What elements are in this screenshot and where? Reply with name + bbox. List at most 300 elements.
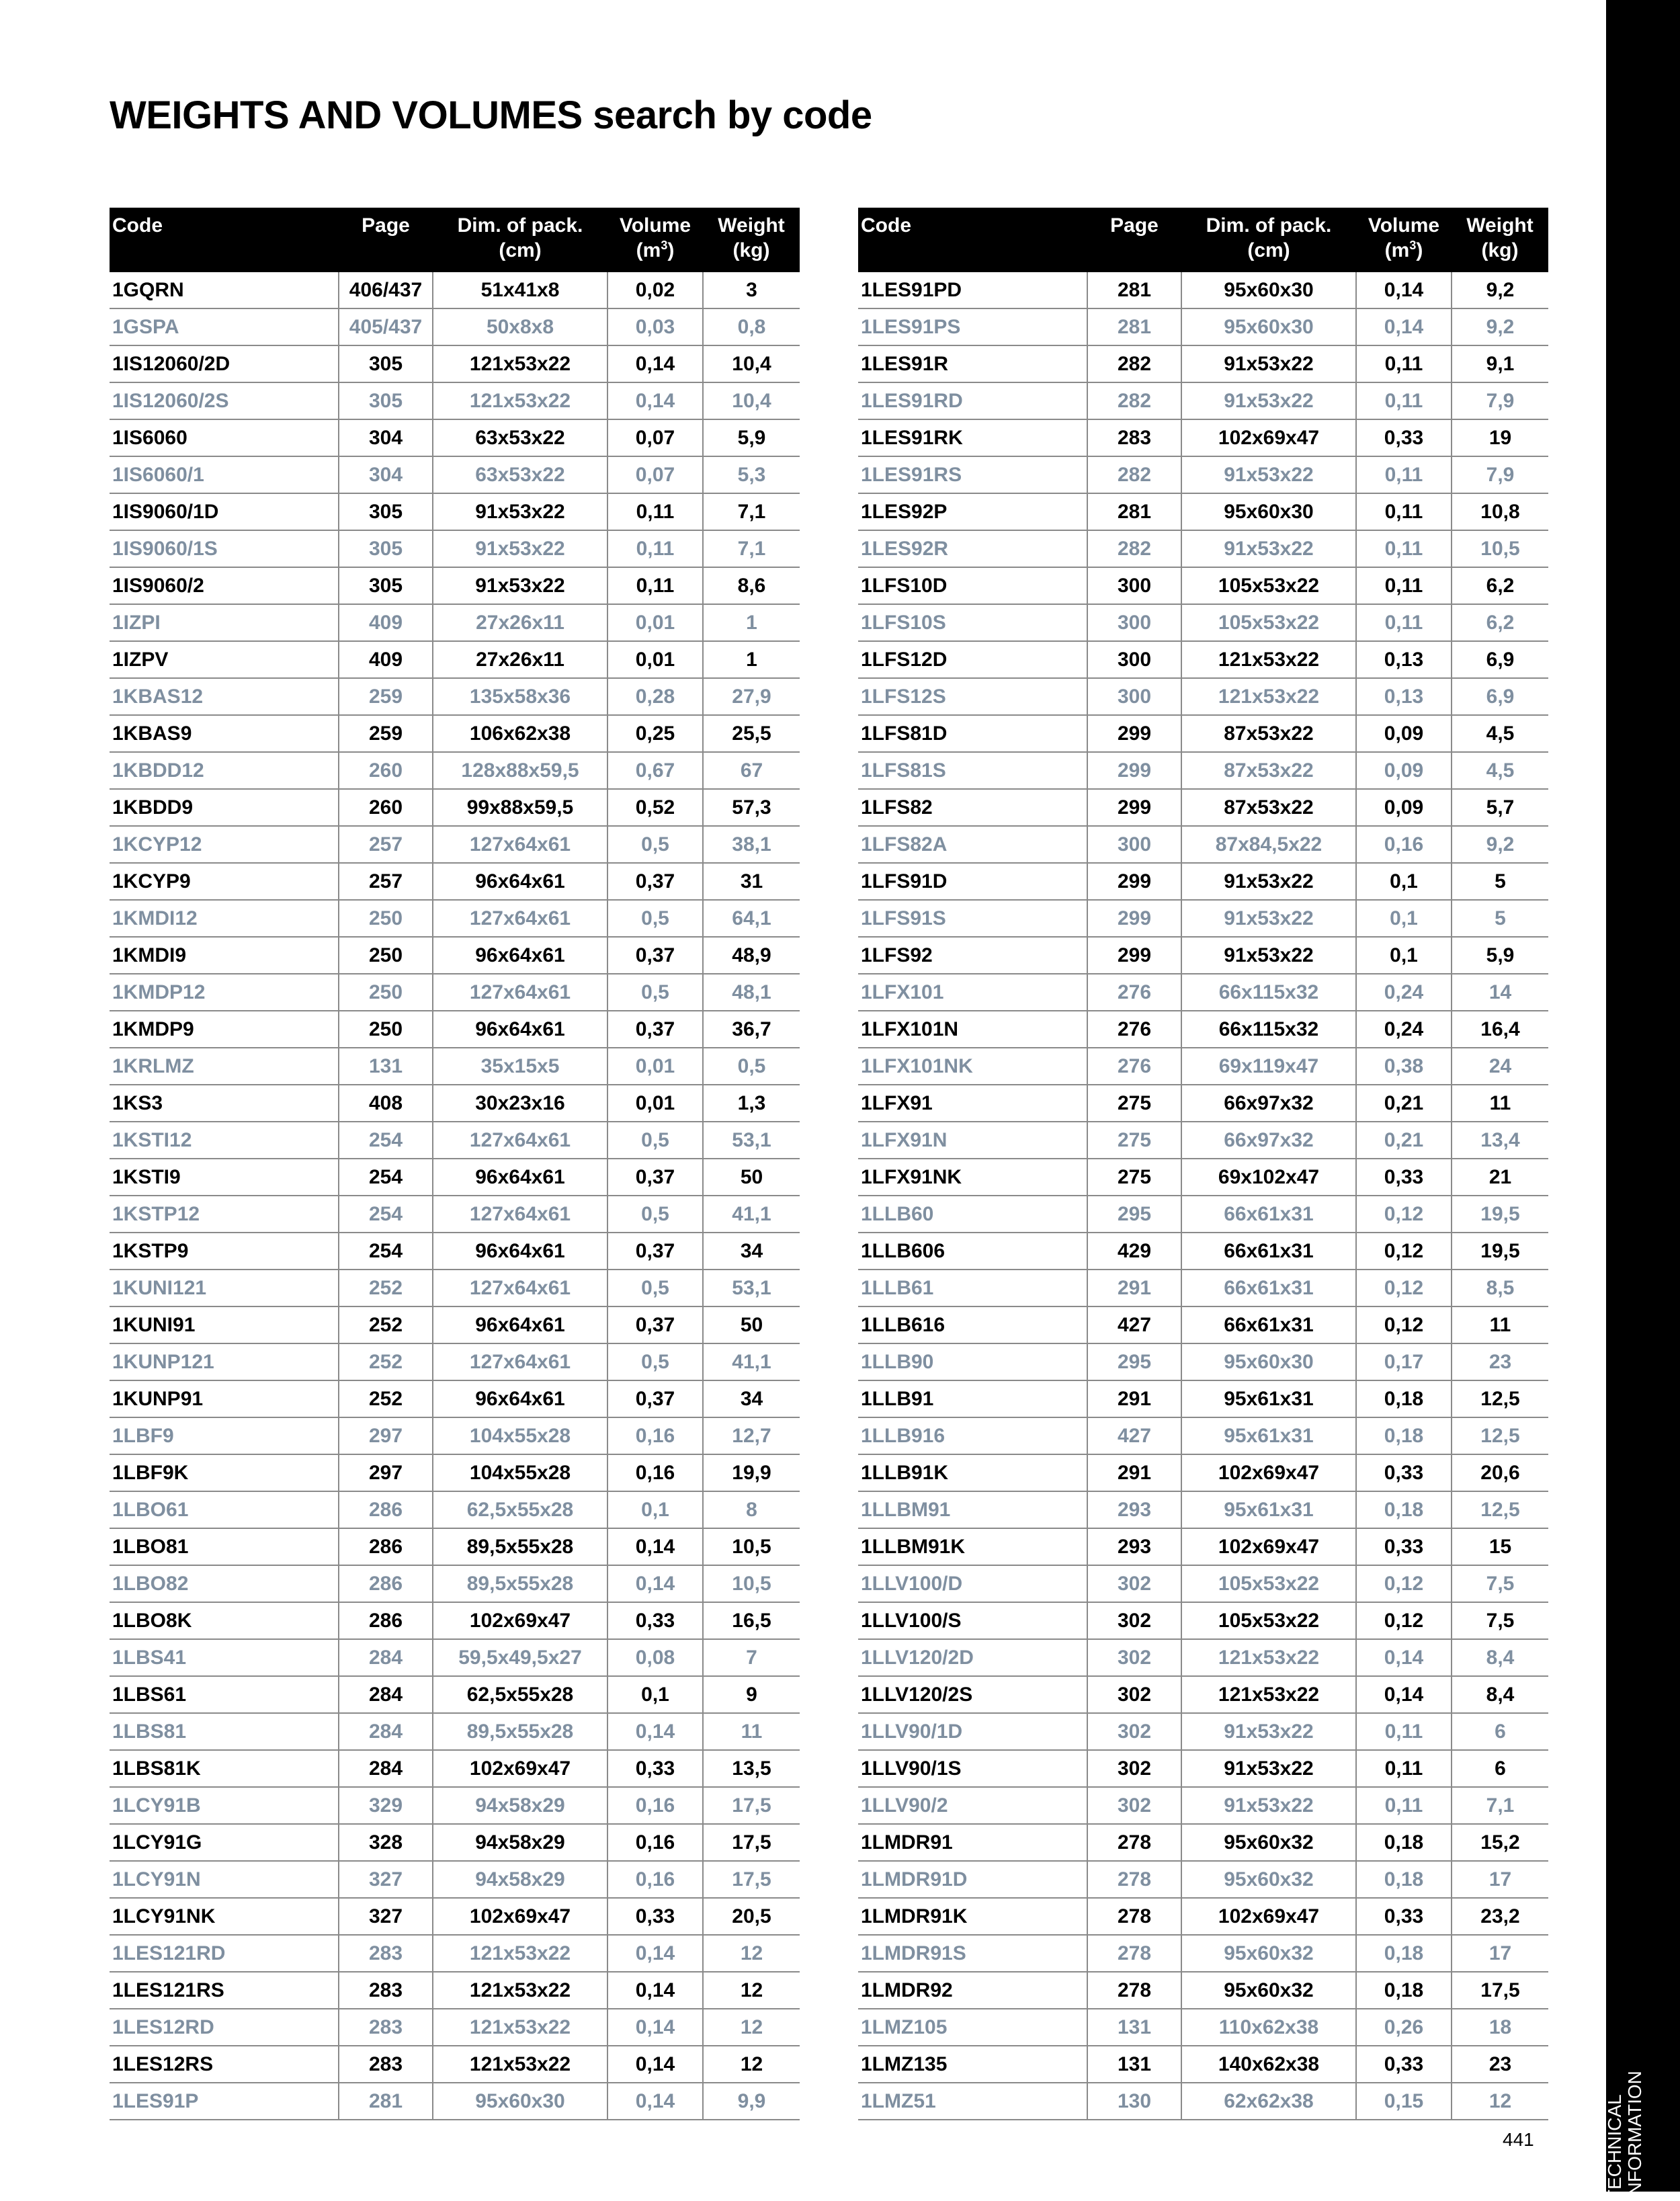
table-row [858,1935,1548,1972]
cell-dimensions: 95x60x30 [433,2083,607,2120]
cell-volume: 0,09 [1356,715,1452,752]
table-row [110,1861,800,1898]
table-row [110,937,800,974]
cell-weight: 14 [1452,974,1548,1011]
cell-page: 408 [339,1085,433,1122]
cell-page: 252 [339,1306,433,1343]
table-row [858,1159,1548,1196]
cell-weight: 41,1 [703,1196,800,1233]
cell-volume: 0,16 [607,1417,703,1454]
cell-dimensions: 121x53x22 [1181,1639,1356,1676]
cell-code: 1LLB91 [858,1380,1087,1417]
cell-page: 302 [1087,1602,1181,1639]
cell-dimensions: 87x53x22 [1181,789,1356,826]
cell-dimensions: 95x61x31 [1181,1491,1356,1528]
cell-weight: 12,5 [1452,1491,1548,1528]
cell-dimensions: 105x53x22 [1181,604,1356,641]
table-row [110,1343,800,1380]
cell-code: 1LLB916 [858,1417,1087,1454]
cell-page: 297 [339,1454,433,1491]
header-text: 3 [661,239,668,252]
cell-code: 1LFS91D [858,863,1087,900]
cell-page: 293 [1087,1528,1181,1565]
cell-code: 1LBS41 [110,1639,339,1676]
cell-code: 1KMDI9 [110,937,339,974]
cell-page: 291 [1087,1454,1181,1491]
table-row [858,715,1548,752]
cell-dimensions: 91x53x22 [1181,1750,1356,1787]
cell-volume: 0,33 [607,1750,703,1787]
cell-code: 1LES91RK [858,419,1087,456]
cell-code: 1LFX91NK [858,1159,1087,1196]
cell-page: 281 [1087,272,1181,308]
table-row [110,1417,800,1454]
table-row [858,567,1548,604]
cell-volume: 0,18 [1356,1417,1452,1454]
cell-weight: 7,5 [1452,1565,1548,1602]
header-text: Volume [619,214,691,237]
cell-page: 305 [339,493,433,530]
cell-volume: 0,11 [607,530,703,567]
cell-page: 329 [339,1787,433,1824]
header-text: Dim. of pack. [1206,214,1332,237]
cell-dimensions: 51x41x8 [433,272,607,308]
table-row [858,1713,1548,1750]
header-text: 3 [1409,239,1417,252]
cell-volume: 0,14 [607,382,703,419]
cell-weight: 9,1 [1452,345,1548,382]
cell-page: 260 [339,752,433,789]
cell-weight: 6,2 [1452,604,1548,641]
column-header-weight [1452,208,1548,272]
cell-code: 1LES121RS [110,1972,339,2009]
cell-weight: 5 [1452,863,1548,900]
cell-dimensions: 96x64x61 [433,1233,607,1270]
cell-weight: 27,9 [703,678,800,715]
table-row [110,493,800,530]
cell-weight: 7,5 [1452,1602,1548,1639]
cell-code: 1KUNP91 [110,1380,339,1417]
cell-volume: 0,5 [607,1122,703,1159]
table-row [110,1713,800,1750]
cell-page: 257 [339,863,433,900]
cell-dimensions: 91x53x22 [1181,863,1356,900]
cell-page: 276 [1087,974,1181,1011]
cell-dimensions: 121x53x22 [433,382,607,419]
cell-page: 281 [339,2083,433,2120]
table-row [858,1639,1548,1676]
cell-weight: 12 [1452,2083,1548,2120]
cell-code: 1LBO8K [110,1602,339,1639]
cell-volume: 0,1 [607,1491,703,1528]
cell-code: 1KSTI9 [110,1159,339,1196]
table-row [110,752,800,789]
cell-code: 1LES92P [858,493,1087,530]
cell-weight: 12 [703,1972,800,2009]
cell-volume: 0,07 [607,419,703,456]
table-row [110,2009,800,2046]
cell-code: 1KUNP121 [110,1343,339,1380]
cell-code: 1KUNI121 [110,1270,339,1306]
cell-weight: 16,4 [1452,1011,1548,1048]
cell-weight: 53,1 [703,1270,800,1306]
cell-code: 1GQRN [110,272,339,308]
cell-page: 299 [1087,789,1181,826]
cell-page: 300 [1087,604,1181,641]
cell-dimensions: 66x61x31 [1181,1306,1356,1343]
cell-weight: 19,9 [703,1454,800,1491]
table-row [110,789,800,826]
cell-weight: 12 [703,2046,800,2083]
cell-dimensions: 91x53x22 [433,493,607,530]
table-row [110,530,800,567]
cell-weight: 5,9 [1452,937,1548,974]
cell-volume: 0,16 [607,1861,703,1898]
table-row [110,826,800,863]
cell-weight: 50 [703,1159,800,1196]
cell-weight: 57,3 [703,789,800,826]
cell-weight: 11 [1452,1306,1548,1343]
cell-dimensions: 66x97x32 [1181,1122,1356,1159]
cell-code: 1LMDR91D [858,1861,1087,1898]
cell-volume: 0,18 [1356,1935,1452,1972]
cell-page: 299 [1087,937,1181,974]
cell-dimensions: 91x53x22 [1181,456,1356,493]
header-text: Volume [1368,214,1440,237]
table-row [110,1676,800,1713]
cell-volume: 0,07 [607,456,703,493]
cell-volume: 0,12 [1356,1196,1452,1233]
cell-code: 1LFS92 [858,937,1087,974]
cell-page: 291 [1087,1380,1181,1417]
cell-code: 1LFS10S [858,604,1087,641]
cell-page: 284 [339,1639,433,1676]
cell-weight: 17,5 [703,1787,800,1824]
cell-dimensions: 69x119x47 [1181,1048,1356,1085]
cell-weight: 1,3 [703,1085,800,1122]
cell-weight: 9,9 [703,2083,800,2120]
cell-code: 1LLB90 [858,1343,1087,1380]
cell-weight: 11 [703,1713,800,1750]
cell-dimensions: 62x62x38 [1181,2083,1356,2120]
cell-volume: 0,24 [1356,1011,1452,1048]
table-row [858,826,1548,863]
cell-volume: 0,1 [607,1676,703,1713]
cell-page: 284 [339,1676,433,1713]
cell-code: 1LFX91N [858,1122,1087,1159]
cell-weight: 1 [703,641,800,678]
cell-page: 299 [1087,900,1181,937]
cell-page: 131 [1087,2009,1181,2046]
table-row [858,641,1548,678]
cell-page: 302 [1087,1676,1181,1713]
cell-volume: 0,37 [607,1306,703,1343]
cell-page: 252 [339,1343,433,1380]
cell-code: 1LMZ51 [858,2083,1087,2120]
cell-dimensions: 127x64x61 [433,974,607,1011]
table-row [110,1233,800,1270]
cell-page: 282 [1087,530,1181,567]
cell-volume: 0,14 [607,345,703,382]
cell-code: 1KCYP12 [110,826,339,863]
page-title: WEIGHTS AND VOLUMES search by code [110,93,872,137]
table-row [858,678,1548,715]
cell-dimensions: 89,5x55x28 [433,1565,607,1602]
cell-volume: 0,33 [607,1602,703,1639]
table-row [858,752,1548,789]
table-row [110,1491,800,1528]
cell-volume: 0,33 [1356,1528,1452,1565]
table-row [110,1639,800,1676]
cell-weight: 9,2 [1452,826,1548,863]
cell-dimensions: 127x64x61 [433,1122,607,1159]
table-row [858,456,1548,493]
cell-dimensions: 59,5x49,5x27 [433,1639,607,1676]
column-header-page: Page [1087,208,1181,272]
table-row [858,1122,1548,1159]
table-row [858,493,1548,530]
table-row [110,863,800,900]
table-row [110,1935,800,1972]
column-header-dimensions [1181,208,1356,272]
cell-dimensions: 102x69x47 [433,1898,607,1935]
cell-page: 250 [339,974,433,1011]
cell-weight: 10,8 [1452,493,1548,530]
column-header-volume [607,208,703,272]
cell-code: 1LES91PD [858,272,1087,308]
cell-weight: 12 [703,2009,800,2046]
cell-volume: 0,33 [607,1898,703,1935]
cell-page: 283 [339,2009,433,2046]
cell-volume: 0,11 [1356,530,1452,567]
cell-dimensions: 89,5x55x28 [433,1528,607,1565]
cell-volume: 0,13 [1356,641,1452,678]
cell-page: 299 [1087,752,1181,789]
cell-volume: 0,14 [607,2083,703,2120]
cell-weight: 21 [1452,1159,1548,1196]
cell-code: 1LLB91K [858,1454,1087,1491]
cell-weight: 18 [1452,2009,1548,2046]
cell-weight: 10,5 [1452,530,1548,567]
cell-volume: 0,33 [1356,1159,1452,1196]
table-row [858,382,1548,419]
cell-page: 302 [1087,1713,1181,1750]
cell-page: 278 [1087,1935,1181,1972]
table-row [858,1861,1548,1898]
cell-page: 276 [1087,1048,1181,1085]
cell-page: 299 [1087,863,1181,900]
cell-code: 1LFS91S [858,900,1087,937]
table-row [858,900,1548,937]
cell-page: 275 [1087,1085,1181,1122]
cell-volume: 0,12 [1356,1602,1452,1639]
cell-weight: 5 [1452,900,1548,937]
cell-page: 302 [1087,1787,1181,1824]
cell-page: 327 [339,1898,433,1935]
cell-weight: 12,7 [703,1417,800,1454]
cell-code: 1LES12RS [110,2046,339,2083]
table-row [110,1085,800,1122]
cell-volume: 0,01 [607,1048,703,1085]
cell-page: 282 [1087,456,1181,493]
cell-volume: 0,02 [607,272,703,308]
weights-table-right [858,208,1548,2120]
cell-volume: 0,33 [1356,419,1452,456]
cell-page: 305 [339,567,433,604]
cell-dimensions: 50x8x8 [433,308,607,345]
table-row [110,604,800,641]
table-row [110,308,800,345]
cell-weight: 64,1 [703,900,800,937]
cell-page: 281 [1087,308,1181,345]
table-row [110,272,800,308]
cell-page: 291 [1087,1270,1181,1306]
cell-page: 300 [1087,567,1181,604]
cell-page: 254 [339,1233,433,1270]
cell-volume: 0,18 [1356,1824,1452,1861]
cell-page: 254 [339,1196,433,1233]
cell-dimensions: 127x64x61 [433,826,607,863]
table-row [858,937,1548,974]
cell-page: 305 [339,530,433,567]
table-row [858,2083,1548,2120]
cell-dimensions: 66x61x31 [1181,1270,1356,1306]
table-row [110,1824,800,1861]
cell-code: 1LES12RD [110,2009,339,2046]
cell-code: 1LLB60 [858,1196,1087,1233]
cell-page: 281 [1087,493,1181,530]
cell-page: 429 [1087,1233,1181,1270]
table-row [110,1380,800,1417]
cell-weight: 7,1 [703,493,800,530]
cell-code: 1LLV120/2D [858,1639,1087,1676]
cell-weight: 23,2 [1452,1898,1548,1935]
cell-code: 1LBF9 [110,1417,339,1454]
cell-weight: 11 [1452,1085,1548,1122]
cell-page: 300 [1087,826,1181,863]
cell-volume: 0,5 [607,900,703,937]
cell-page: 297 [339,1417,433,1454]
cell-dimensions: 27x26x11 [433,641,607,678]
cell-code: 1LBF9K [110,1454,339,1491]
cell-volume: 0,5 [607,826,703,863]
cell-code: 1LBS81 [110,1713,339,1750]
cell-volume: 0,11 [1356,345,1452,382]
cell-weight: 7,9 [1452,456,1548,493]
cell-dimensions: 91x53x22 [1181,345,1356,382]
cell-page: 278 [1087,1972,1181,2009]
cell-page: 427 [1087,1417,1181,1454]
cell-code: 1LCY91NK [110,1898,339,1935]
cell-dimensions: 95x60x30 [1181,272,1356,308]
table-row [858,604,1548,641]
cell-volume: 0,12 [1356,1565,1452,1602]
header-text: ) [667,239,675,261]
cell-page: 300 [1087,678,1181,715]
cell-code: 1LBS61 [110,1676,339,1713]
cell-volume: 0,14 [607,1713,703,1750]
cell-dimensions: 94x58x29 [433,1824,607,1861]
table-row [858,272,1548,308]
cell-dimensions: 66x115x32 [1181,1011,1356,1048]
table-row [858,1602,1548,1639]
cell-weight: 8,4 [1452,1639,1548,1676]
cell-code: 1LES91R [858,345,1087,382]
cell-dimensions: 104x55x28 [433,1454,607,1491]
cell-dimensions: 121x53x22 [433,2009,607,2046]
cell-code: 1KS3 [110,1085,339,1122]
table-row [110,641,800,678]
cell-weight: 3 [703,272,800,308]
cell-dimensions: 95x61x31 [1181,1417,1356,1454]
table-row [110,345,800,382]
cell-volume: 0,16 [1356,826,1452,863]
cell-weight: 16,5 [703,1602,800,1639]
cell-dimensions: 140x62x38 [1181,2046,1356,2083]
table-row [858,1306,1548,1343]
cell-code: 1LLB616 [858,1306,1087,1343]
cell-dimensions: 87x53x22 [1181,752,1356,789]
header-text: (cm) [499,239,542,261]
cell-volume: 0,37 [607,1233,703,1270]
cell-page: 295 [1087,1343,1181,1380]
cell-code: 1LFS82A [858,826,1087,863]
cell-dimensions: 94x58x29 [433,1861,607,1898]
cell-dimensions: 27x26x11 [433,604,607,641]
cell-weight: 6,9 [1452,641,1548,678]
cell-code: 1IS6060 [110,419,339,456]
cell-dimensions: 102x69x47 [1181,1528,1356,1565]
table-row [858,1380,1548,1417]
cell-code: 1LFX101 [858,974,1087,1011]
cell-volume: 0,11 [607,567,703,604]
cell-page: 282 [1087,382,1181,419]
cell-code: 1LFX91 [858,1085,1087,1122]
cell-page: 409 [339,604,433,641]
table-row [858,1417,1548,1454]
table-row [858,1676,1548,1713]
cell-volume: 0,16 [607,1454,703,1491]
table-body [110,272,800,2120]
cell-volume: 0,18 [1356,1380,1452,1417]
cell-volume: 0,14 [607,1972,703,2009]
cell-weight: 25,5 [703,715,800,752]
cell-code: 1LLV90/1S [858,1750,1087,1787]
cell-weight: 5,3 [703,456,800,493]
cell-weight: 10,5 [703,1528,800,1565]
cell-volume: 0,1 [1356,900,1452,937]
cell-code: 1LBO82 [110,1565,339,1602]
cell-weight: 7,9 [1452,382,1548,419]
cell-weight: 13,4 [1452,1122,1548,1159]
table-row [858,1196,1548,1233]
cell-code: 1IS6060/1 [110,456,339,493]
cell-code: 1LMZ135 [858,2046,1087,2083]
cell-volume: 0,13 [1356,678,1452,715]
cell-dimensions: 95x60x30 [1181,493,1356,530]
cell-dimensions: 105x53x22 [1181,567,1356,604]
cell-dimensions: 87x53x22 [1181,715,1356,752]
cell-volume: 0,09 [1356,789,1452,826]
cell-code: 1LLBM91K [858,1528,1087,1565]
cell-weight: 4,5 [1452,752,1548,789]
table-row [110,1972,800,2009]
cell-code: 1LMDR91K [858,1898,1087,1935]
cell-weight: 17 [1452,1861,1548,1898]
cell-page: 254 [339,1122,433,1159]
cell-page: 295 [1087,1196,1181,1233]
cell-volume: 0,5 [607,974,703,1011]
